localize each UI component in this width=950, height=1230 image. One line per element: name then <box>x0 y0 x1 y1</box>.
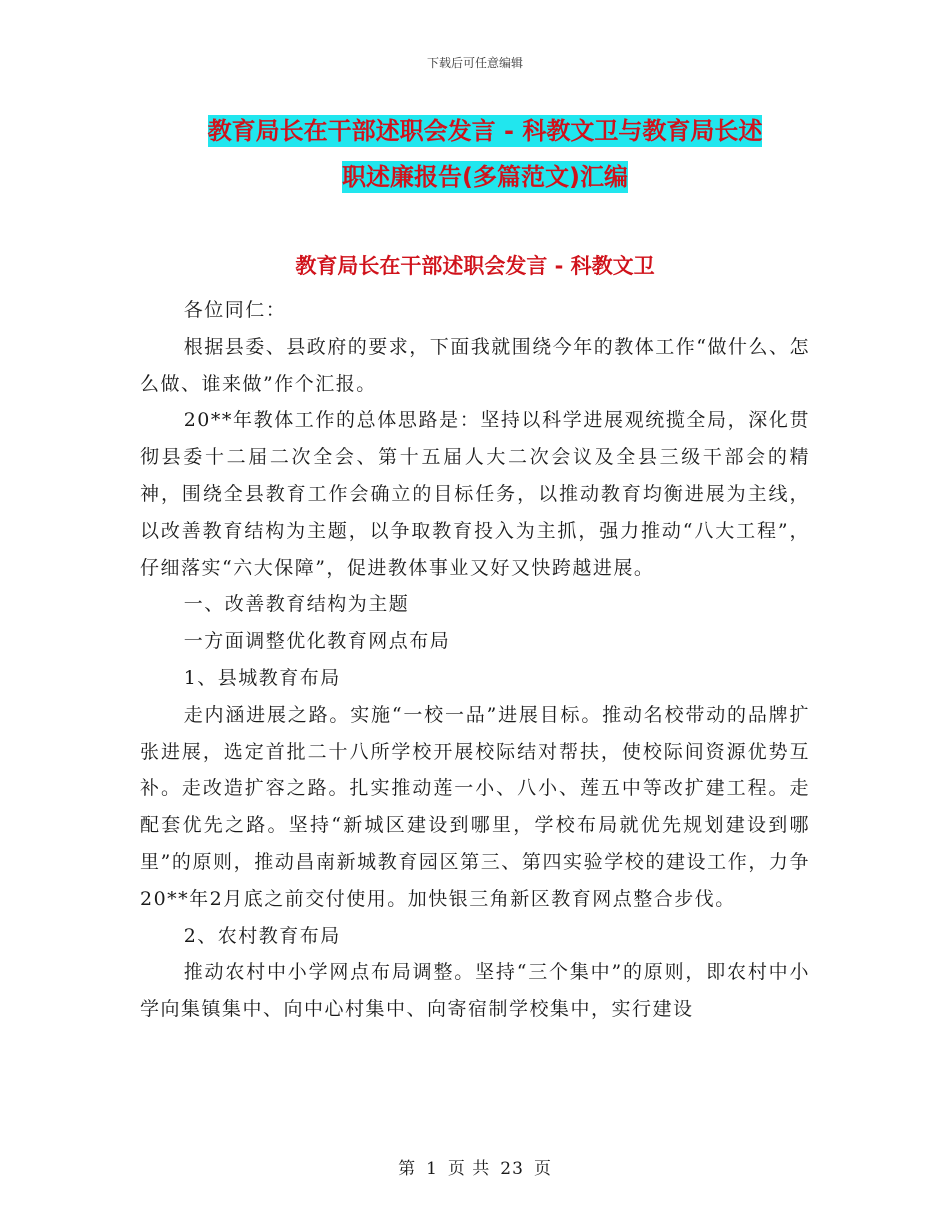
heading-county-layout: 1、县城教育布局 <box>183 666 341 689</box>
footer-prefix: 第 <box>398 1159 417 1179</box>
title-line-1: 教育局长在干部述职会发言 - 科教文卫与教育局长述 <box>207 117 763 145</box>
footer-suffix: 页 <box>533 1159 552 1179</box>
paragraph-overall-approach: 20**年教体工作的总体思路是：坚持以科学进展观统揽全局，深化贯彻县委十二届二次全会、第十五届人大二次会议及全县三级干部会的精神，围绕全县教育工作会确立的目标任务，以推动教育均衡进展为主线，以改善教育结构为主题，以争取教育投入为主抓，强力推动“八大工程”，仔细落实“六大保障”，促进教体事业又好又快跨越进展。 <box>140 409 810 579</box>
paragraph-county-layout: 走内涵进展之路。实施“一校一品”进展目标。推动名校带动的品牌扩张进展，选定首批二十八所学校开展校际结对帮扶，使校际间资源优势互补。走改造扩容之路。扎实推动莲一小、八小、莲五中等改扩建工程。走配套优先之路。坚持“新城区建设到哪里，学校布局就优先规划建设到哪里”的原则，推动昌南新城教育园区第三、第四实验学校的建设工作，力争20**年2月底之前交付使用。加快银三角新区教育网点整合步伐。 <box>140 703 810 910</box>
heading-subsection: 一方面调整优化教育网点布局 <box>183 630 451 653</box>
paragraph-salutation: 各位同仁： <box>183 299 287 321</box>
paragraph-rural-layout: 推动农村中小学网点布局调整。坚持“三个集中”的原则，即农村中小学向集镇集中、向中心村集中、向寄宿制学校集中，实行建设 <box>140 961 810 1021</box>
document-title <box>140 108 830 200</box>
document-body <box>140 292 810 1028</box>
total-pages: 23 <box>500 1159 524 1179</box>
footer-mid: 页 共 <box>447 1159 491 1179</box>
section-title: 教育局长在干部述职会发言 - 科教文卫 <box>295 254 655 278</box>
page-number: 1 <box>426 1159 438 1179</box>
heading-section-1: 一、改善教育结构为主题 <box>183 593 410 616</box>
title-line-2: 职述廉报告(多篇范文)汇编 <box>342 163 628 191</box>
page-footer <box>0 1154 950 1179</box>
paragraph-intro: 根据县委、县政府的要求，下面我就围绕今年的教体工作“做什么、怎么做、谁来做”作个汇报。 <box>140 335 810 395</box>
header-note: 下载后可任意编辑 <box>426 56 523 70</box>
heading-rural-layout: 2、农村教育布局 <box>183 924 341 947</box>
